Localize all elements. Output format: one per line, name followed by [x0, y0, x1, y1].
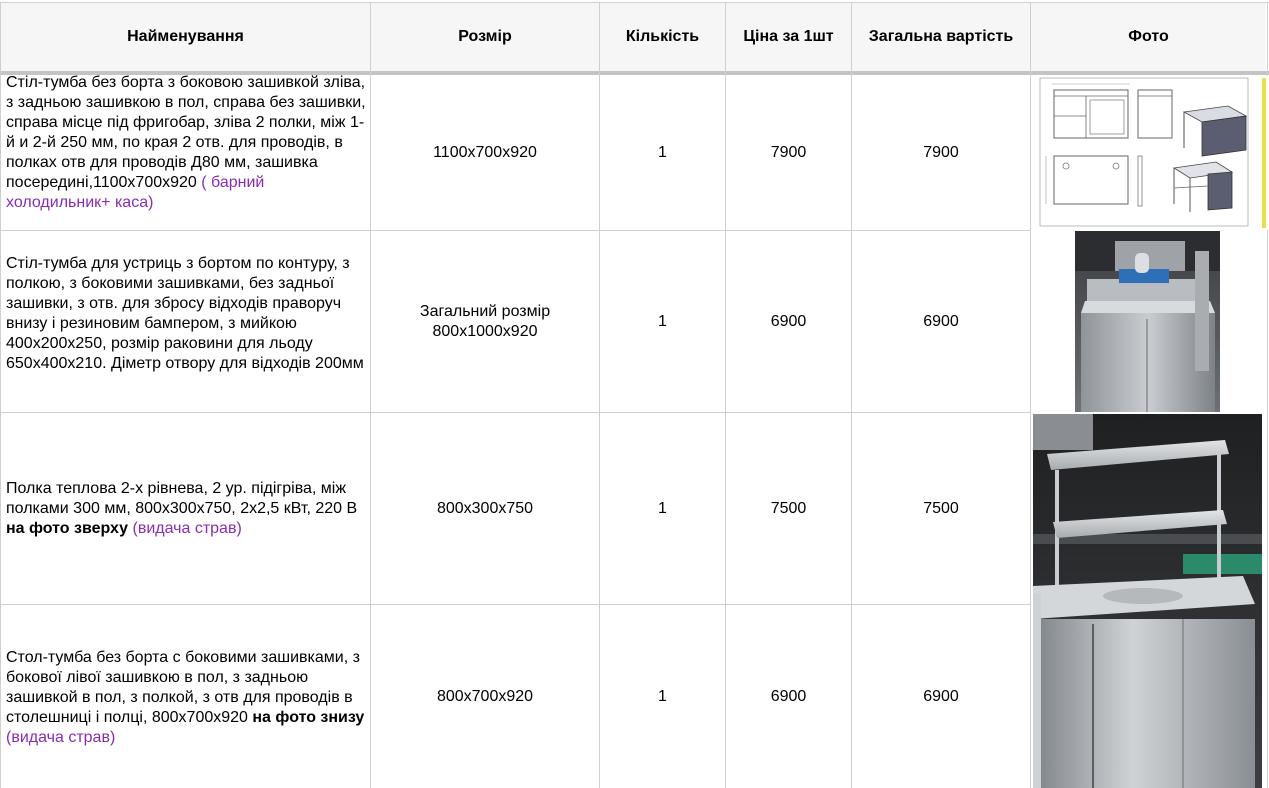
- header-qty: Кількість: [600, 3, 725, 71]
- row-1-description: [6, 73, 368, 213]
- header-size: Розмір: [371, 3, 599, 71]
- row-1-desc-main: Стіл-тумба без борта з боковою зашивкой зліва, з задньою зашивкою в пол, справа без зашивки, справа місце під фригобар, зліва 2 полки, між 1-й и 2-й 250 мм, по края 2 отв. для проводів, в полках отв для проводів Д80 мм, зашивка посередині,1100х700х920: [6, 74, 366, 191]
- row-4-desc-main: Стол-тумба без борта с боковими зашивками, з бокової лівої зашивкою в пол, з задньою зашивкой в пол, з полкой, з отв для проводів в столешниці і полці, 800x700x920: [6, 649, 360, 726]
- header-name: Найменування: [1, 3, 370, 71]
- row-2-description: [6, 254, 368, 374]
- row-1-price: 7900: [770, 144, 807, 161]
- row-2-size: Загальний розмір 800х1000х920: [419, 302, 551, 340]
- header-price: Ціна за 1шт: [726, 3, 851, 71]
- col-divider: [1030, 3, 1031, 788]
- row-3-total: 7500: [923, 499, 959, 517]
- row-3-desc-note: (видача страв): [128, 520, 242, 537]
- row-3-desc-main: Полка теплова 2-х рівнева, 2 ур. підігріва, між полками 300 мм, 800x300x750, 2х2,5 кВт, 220 В: [6, 480, 358, 517]
- row-3-desc-bold: на фото зверху: [6, 520, 129, 537]
- row-4-description: [6, 648, 368, 748]
- top-border: [0, 2, 1269, 3]
- header-photo: Фото: [1031, 3, 1266, 71]
- row-1-size: 1100х700х920: [433, 144, 537, 161]
- row-1-desc-note: ( барний холодильник+ каса): [6, 174, 265, 211]
- row-4-qty: 1: [658, 687, 667, 705]
- col-divider: [0, 3, 1, 788]
- row-2-price: 6900: [770, 312, 807, 330]
- row-1-total: 7900: [923, 144, 959, 161]
- row-3-4-photo-heated-shelf: [1033, 414, 1262, 788]
- row-3-description: [6, 479, 368, 539]
- row-1-photo-drawing: [1032, 76, 1268, 230]
- row-2-photo-oyster-table: [1075, 231, 1220, 412]
- row-2-qty: 1: [658, 312, 667, 330]
- row-4-size: 800x700x920: [436, 687, 534, 705]
- row-2-total: 6900: [923, 312, 959, 330]
- row-4-total: 6900: [923, 687, 959, 705]
- row-4-price: 6900: [770, 687, 807, 705]
- row-3-size: 800x300x750: [436, 499, 534, 517]
- row-2-desc-main: Стіл-тумба для устриць з бортом по контуру, з полкою, з боковими зашивками, без задньої зашивки, з отв. для збросу відходів праворуч внизу і резиновим бампером, з мийкою 400х200х250, розмір раковини для льоду 650х400х210. Діметр отвору для відходів 200мм: [6, 255, 364, 372]
- row-4-desc-note: (видача страв): [6, 729, 116, 746]
- row-1-qty: 1: [658, 144, 667, 161]
- row-3-qty: 1: [658, 499, 667, 517]
- header-total: Загальна вартість: [852, 3, 1030, 71]
- row-3-price: 7500: [770, 499, 807, 517]
- row-4-desc-bold: на фото знизу: [252, 709, 365, 726]
